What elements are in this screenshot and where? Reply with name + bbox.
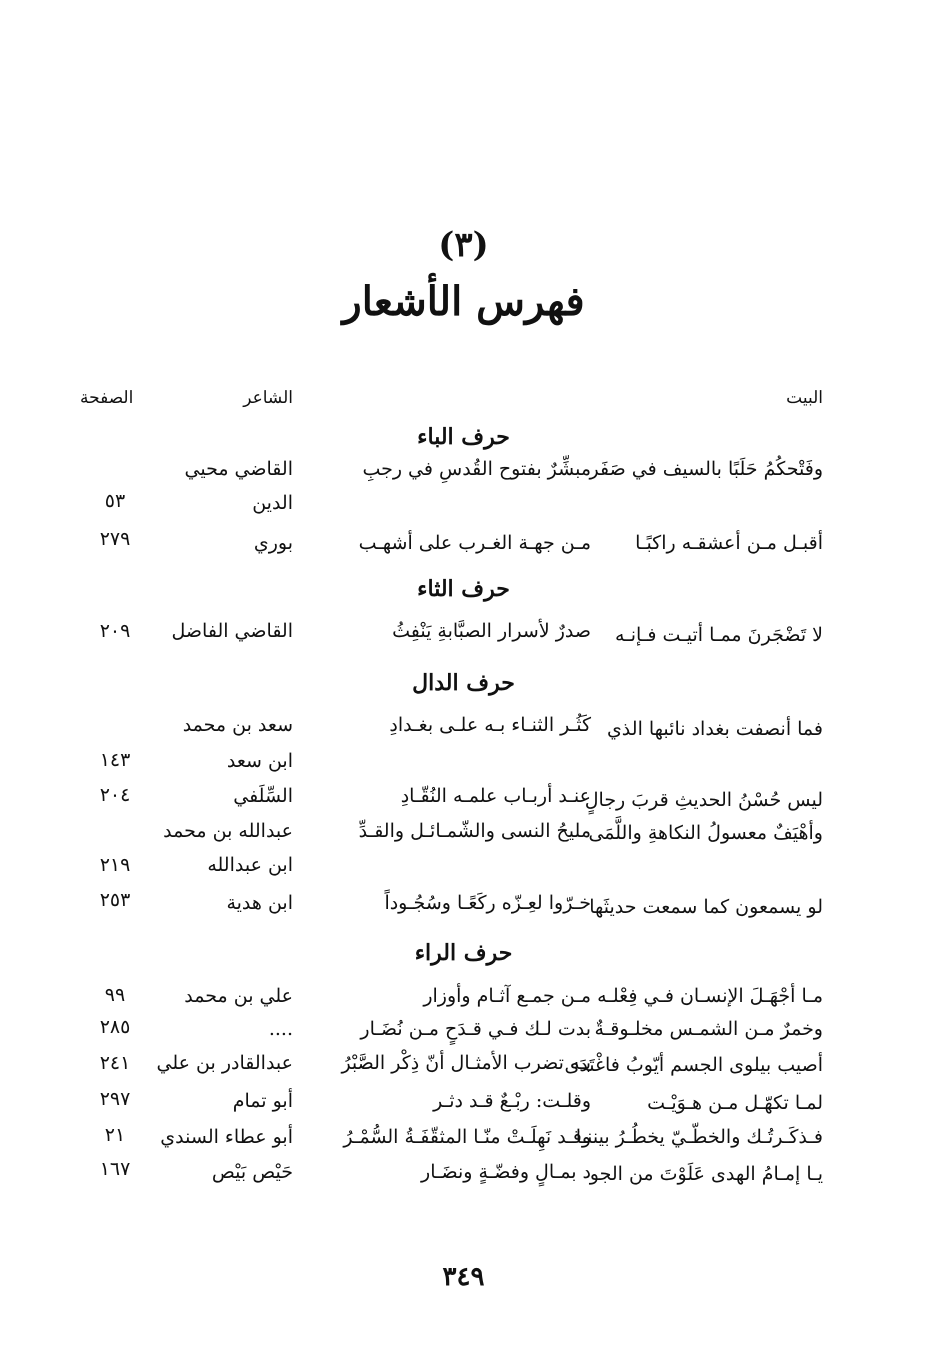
verse-first-hemistich: يـا إمـامُ الهدى عَلَوْتَ من الجو (589, 1163, 823, 1185)
poet-name: علي بن محمد (184, 985, 293, 1007)
page-reference: ١٤٣ (99, 749, 131, 771)
poet-name: القاضي الفاضل (171, 620, 293, 642)
column-header-page: الصفحة (80, 388, 134, 408)
verse-first-hemistich: وخمرٌ مـن الشمـس مخلـوقـةٌ (594, 1018, 823, 1040)
poet-name-continued: ابن سعد (226, 750, 293, 772)
poet-name: أبو عطاء السندي (160, 1126, 293, 1148)
verse-first-hemistich: وفَتْحكُمُ حَلَبًا بالسيف في صَفَر (589, 458, 823, 480)
page-reference: ٢٨٥ (99, 1016, 131, 1038)
page-reference: ٢٤١ (99, 1052, 131, 1074)
poet-name: .... (268, 1018, 293, 1040)
verse-second-hemistich: مـن جمـع آثـام وأوزار (423, 985, 591, 1007)
page-reference: ٢٠٩ (99, 620, 131, 642)
verse-second-hemistich: د بمـالٍ وفضّـةٍ ونضَـار (421, 1161, 591, 1183)
verse-first-hemistich: لمـا تكهّـل مـن هـوَيْـت (647, 1092, 823, 1114)
page-reference: ٢١ (104, 1124, 126, 1146)
verse-second-hemistich: مليحُ النسى والشّمـائـل والقـدِّ (358, 820, 591, 842)
verse-second-hemistich: مبشِّرٌ بفتوح القُدسِ في رجبِ (362, 458, 591, 480)
poet-name-continued: الدين (252, 492, 293, 514)
verse-first-hemistich: ليس حُسْنُ الحديثِ قربَ رجالٍ (584, 789, 823, 811)
verse-second-hemistich: بدت لـك فـي قـدَحٍ مـن نُضَـار (360, 1018, 591, 1040)
poet-name-continued: ابن عبدالله (207, 854, 293, 876)
poet-name: عبدالقادر بن علي (156, 1052, 293, 1074)
page-reference: ١٦٧ (99, 1158, 131, 1180)
page-reference: ٢٧٩ (99, 528, 131, 550)
poet-name: سعد بن محمد (182, 714, 293, 736)
verse-first-hemistich: لو يسمعون كما سمعت حديثَها (589, 896, 823, 918)
page-reference: ٢٠٤ (99, 784, 131, 806)
section-heading: حرف الثاء (417, 576, 510, 602)
verse-second-hemistich: وقـد نَهِلَـتْ منّـا المثقّفَـةُ السُّمْـرُ (343, 1126, 591, 1148)
verse-first-hemistich: أصيب بيلوى الجسم أيّوبُ فاغْتَدَى (564, 1054, 823, 1076)
poet-name: السِّلَفي (233, 785, 293, 807)
column-header-poet: الشاعر (243, 388, 293, 408)
verse-second-hemistich: خـرّوا لعِـزّه ركَعًـا وسُجُـوداً (384, 892, 591, 914)
verse-first-hemistich: وأهْيَفٌ معسولُ النكاهةِ واللَّمَى (588, 822, 823, 844)
page-reference: ٢٩٧ (99, 1088, 131, 1110)
page-reference: ٥٣ (104, 490, 126, 512)
column-header-verse: البيت (786, 388, 823, 408)
verse-first-hemistich: فما أنصفت بغداد نائبها الذي (606, 718, 823, 740)
verse-first-hemistich: لا تَضْجَرنَ ممـا أتيـت فـإنـه (615, 624, 823, 646)
page-number: ٣٤٩ (442, 1262, 485, 1292)
section-number: (٣) (438, 225, 489, 265)
poet-name: القاضي محيي (184, 458, 293, 480)
page-title: فهرس الأشعار (342, 278, 585, 325)
page-reference: ٩٩ (104, 984, 126, 1006)
verse-first-hemistich: أقبـل مـن أعشقـه راكبًـا (635, 532, 823, 554)
poet-name: ابن هدية (226, 892, 293, 914)
verse-second-hemistich: مـن جهـة الغـرب على أشهـب (358, 532, 591, 554)
verse-first-hemistich: مـا أجْهَـلَ الإنسـان فـي فِعْلـه (597, 985, 823, 1007)
page-reference: ٢١٩ (99, 854, 131, 876)
section-heading: حرف الباء (417, 424, 510, 450)
poet-name: بوري (253, 532, 293, 554)
verse-second-hemistich: عنـد أربـاب علمـه النُقّـادِ (400, 785, 591, 807)
verse-second-hemistich: كَثُـر الثنـاء بـه علـى بغـدادِ (389, 714, 591, 736)
poet-name: حَيْص بَيْص (211, 1161, 293, 1183)
verse-first-hemistich: فـذكَـرتُـك والخطّـيّ يخطُـرُ بيننـا (575, 1126, 823, 1148)
verse-second-hemistich: وقلـت: ربْـعٌ قـد دثـر (433, 1090, 591, 1112)
verse-second-hemistich: بـه تضرب الأمثـال أنّ ذِكْر الصَّبْرُ (341, 1052, 591, 1074)
poet-name: عبدالله بن محمد (163, 820, 293, 842)
verse-second-hemistich: صدرٌ لأسرار الصبَّابةِ يَنْفِثُ (392, 620, 591, 642)
page-reference: ٢٥٣ (99, 889, 131, 911)
section-heading: حرف الدال (412, 670, 515, 696)
poet-name: أبو تمام (232, 1090, 293, 1112)
section-heading: حرف الراء (414, 940, 513, 966)
